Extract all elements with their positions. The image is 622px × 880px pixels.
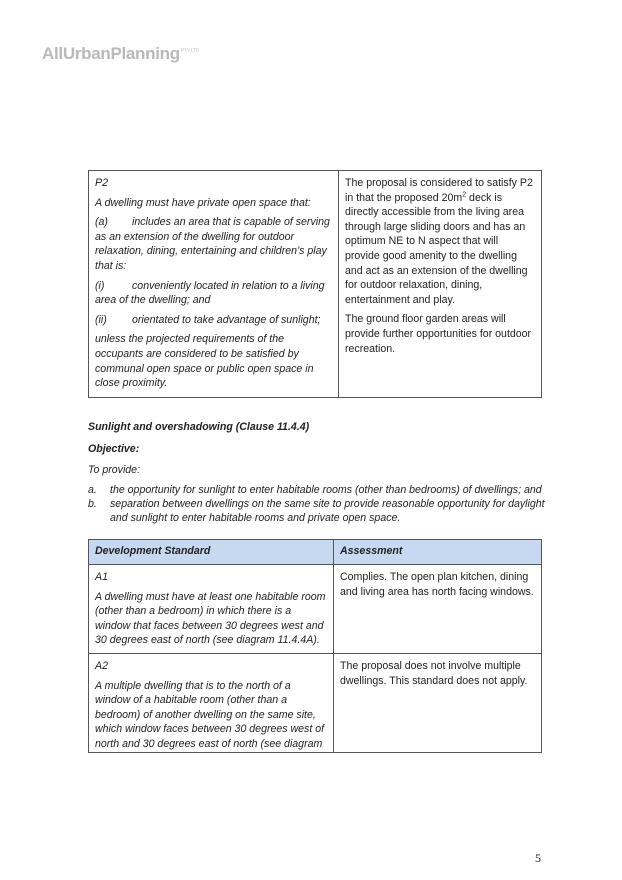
standard-cell [89,565,334,654]
column-header-assessment: Assessment [334,540,542,565]
provide-text: To provide: [88,463,141,476]
performance-criteria-table [88,170,542,398]
assessment-cell: The proposal does not involve multiple dwellings. This standard does not apply. [334,654,542,753]
sunlight-section [88,420,548,526]
section-heading: Sunlight and overshadowing (Clause 11.4.4) [88,421,310,433]
standard-text: A dwelling must have at least one habitable room (other than a bedroom) in which there is a window that faces between 30 degrees west and 30 degrees east of north (see diagram 11.4.4A). [95,590,326,647]
list-item: a. the opportunity for sunlight to enter habitable rooms (other than bedrooms) of dwellings; and [88,483,542,496]
table-row [89,654,542,753]
assessment-cell: Complies. The open plan kitchen, dining and living area has north facing windows. [334,565,542,654]
criteria-intro: A dwelling must have private open space that: [95,196,311,209]
table-row [89,171,542,398]
criteria-code: P2 [95,177,108,189]
standard-cell [89,654,334,753]
column-header-standard: Development Standard [89,540,334,565]
criteria-item-i: (i) conveniently located in relation to a living area of the dwelling; and [95,279,325,307]
criteria-item-a: (a) includes an area that is capable of serving as an extension of the dwelling for outdoor relaxation, dining, entertaining and children’s play that is: [95,216,330,272]
development-standards-table [88,539,542,753]
list-item: b. separation between dwellings on the same site to provide reasonable opportunity for daylight and sunlight to enter habitable rooms and private open space. [88,498,545,525]
table-header-row [89,540,542,565]
criteria-closing: unless the projected requirements of the occupants are considered to be satisfied by communal open space or public open space in close proximity. [95,333,314,390]
assessment-cell [339,171,542,398]
standard-text: A multiple dwelling that is to the north of a window of a habitable room (other than a bedroom) of another dwelling on the same site, which window faces between 30 degrees west of north and 30 degrees east of north (see diagram [95,679,325,750]
standard-code: A2 [95,660,108,672]
criteria-item-ii: (ii) orientated to take advantage of sunlight; [95,313,321,326]
standard-code: A1 [95,571,108,583]
page-number: 5 [535,851,541,865]
company-logo: AllUrbanPlanning$^{PTY LTD}$ [42,44,199,63]
table-row [89,565,542,654]
logo-suffix: PTY LTD [180,48,199,55]
criteria-cell [89,171,339,398]
assessment-para-1: The proposal is considered to satisfy P2 in that the proposed $20m^2$ deck is directly accessible from the living area through large sliding doors and has an optimum NE to N aspect that will provide good amenity to the dwelling and act as an extension of the dwelling for outdoor relaxation, dining, entertainment and play. [345,177,533,306]
assessment-para-2: The ground floor garden areas will provide further opportunities for outdoor recreation. [345,313,532,355]
objective-label: Objective: [88,443,140,456]
